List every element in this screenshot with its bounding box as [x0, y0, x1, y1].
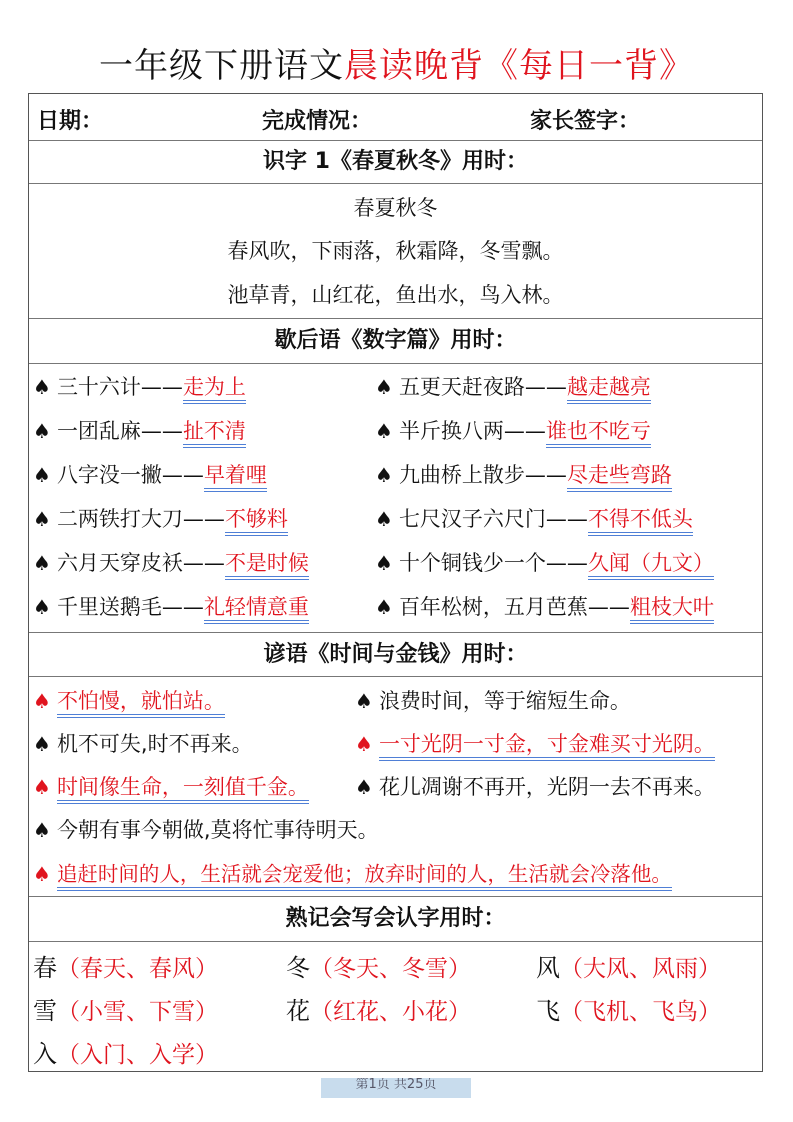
spade-icon: ♠	[375, 375, 393, 399]
spade-icon: ♠	[355, 689, 373, 713]
section-body-characters	[29, 942, 762, 1071]
answer: 粗枝大叶	[630, 595, 714, 624]
list-item: ♠ 二两铁打大刀——不够料	[33, 503, 288, 533]
char-entry: 春（春天、春风）	[33, 954, 218, 982]
section-body-proverbs	[29, 677, 762, 897]
list-item: ♠ 七尺汉子六尺门——不得不低头	[375, 503, 693, 533]
poem-line: 春风吹，下雨落，秋霜降，冬雪飘。	[227, 239, 564, 263]
spade-icon: ♠	[33, 419, 51, 443]
list-item: ♠ 九曲桥上散步——尽走些弯路	[375, 459, 672, 489]
spade-icon: ♠	[33, 463, 51, 487]
title-black: 一年级下册语文	[99, 46, 344, 86]
spade-icon: ♠	[375, 595, 393, 619]
poem-line: 池草青，山红花，鱼出水，鸟入林。	[227, 283, 564, 307]
answer: 谁也不吃亏	[546, 419, 651, 448]
list-item: ♠ 机不可失,时不再来。	[33, 732, 253, 756]
spade-icon: ♠	[355, 732, 373, 756]
parent-sign-label: 家长签字：	[530, 109, 641, 134]
char-entry: 冬（冬天、冬雪）	[286, 954, 471, 982]
list-item: ♠ 一寸光阴一寸金，寸金难买寸光阴。	[355, 728, 715, 758]
list-item: ♠ 时间像生命，一刻值千金。	[33, 771, 309, 801]
spade-icon: ♠	[33, 595, 51, 619]
list-item: ♠ 追赶时间的人，生活就会宠爱他；放弃时间的人，生活就会冷落他。	[33, 857, 672, 887]
section-header-literacy: 识字 1《春夏秋冬》用时：	[29, 141, 762, 184]
answer: 不够料	[225, 507, 288, 536]
list-item: ♠ 浪费时间，等于缩短生命。	[355, 689, 631, 713]
spade-icon: ♠	[33, 375, 51, 399]
answer: 礼轻情意重	[204, 595, 309, 624]
list-item: ♠ 百年松树，五月芭蕉——粗枝大叶	[375, 591, 714, 621]
spade-icon: ♠	[33, 818, 51, 842]
answer: 久闻（九文）	[588, 551, 714, 580]
section-body-xiehouyu	[29, 364, 762, 633]
answer: 走为上	[183, 375, 246, 404]
section-header-xiehouyu: 歇后语《数字篇》用时：	[29, 319, 762, 364]
worksheet-table	[28, 93, 763, 1072]
poem-title: 春夏秋冬	[353, 196, 438, 220]
list-item: ♠ 花儿凋谢不再开，光阴一去不再来。	[355, 775, 715, 799]
spade-icon: ♠	[33, 775, 51, 799]
spade-icon: ♠	[33, 732, 51, 756]
spade-icon: ♠	[375, 463, 393, 487]
info-row	[29, 94, 762, 141]
answer: 早着哩	[204, 463, 267, 492]
list-item: ♠ 十个铜钱少一个——久闻（九文）	[375, 547, 714, 577]
list-item: ♠ 一团乱麻——扯不清	[33, 415, 246, 445]
list-item: ♠ 六月天穿皮袄——不是时候	[33, 547, 309, 577]
spade-icon: ♠	[375, 551, 393, 575]
list-item: ♠ 五更天赶夜路——越走越亮	[375, 371, 651, 401]
answer: 越走越亮	[567, 375, 651, 404]
title-red: 晨读晚背《每日一背》	[344, 46, 694, 86]
date-label: 日期：	[37, 109, 104, 134]
char-entry: 雪（小雪、下雪）	[33, 997, 218, 1025]
list-item: ♠ 三十六计——走为上	[33, 371, 246, 401]
status-label: 完成情况：	[262, 109, 373, 134]
page-number: 第1页 共25页	[321, 1078, 471, 1098]
char-entry: 入（入门、入学）	[33, 1040, 218, 1068]
answer: 不是时候	[225, 551, 309, 580]
spade-icon: ♠	[33, 551, 51, 575]
section-header-proverbs: 谚语《时间与金钱》用时：	[29, 633, 762, 677]
list-item: ♠ 千里送鹅毛——礼轻情意重	[33, 591, 309, 621]
answer: 扯不清	[183, 419, 246, 448]
char-entry: 风（大风、风雨）	[536, 954, 721, 982]
answer: 尽走些弯路	[567, 463, 672, 492]
list-item: ♠ 半斤换八两——谁也不吃亏	[375, 415, 651, 445]
char-entry: 花（红花、小花）	[286, 997, 471, 1025]
list-item: ♠ 今朝有事今朝做,莫将忙事待明天。	[33, 818, 379, 842]
answer: 不得不低头	[588, 507, 693, 536]
section-body-literacy	[29, 184, 762, 319]
spade-icon: ♠	[33, 507, 51, 531]
char-entry: 飞（飞机、飞鸟）	[536, 997, 721, 1025]
spade-icon: ♠	[33, 862, 51, 886]
list-item: ♠ 八字没一撇——早着哩	[33, 459, 267, 489]
list-item: ♠ 不怕慢，就怕站。	[33, 685, 225, 715]
spade-icon: ♠	[355, 775, 373, 799]
spade-icon: ♠	[375, 419, 393, 443]
spade-icon: ♠	[33, 689, 51, 713]
page-title	[0, 38, 793, 87]
section-header-characters: 熟记会写会认字用时：	[29, 897, 762, 942]
spade-icon: ♠	[375, 507, 393, 531]
